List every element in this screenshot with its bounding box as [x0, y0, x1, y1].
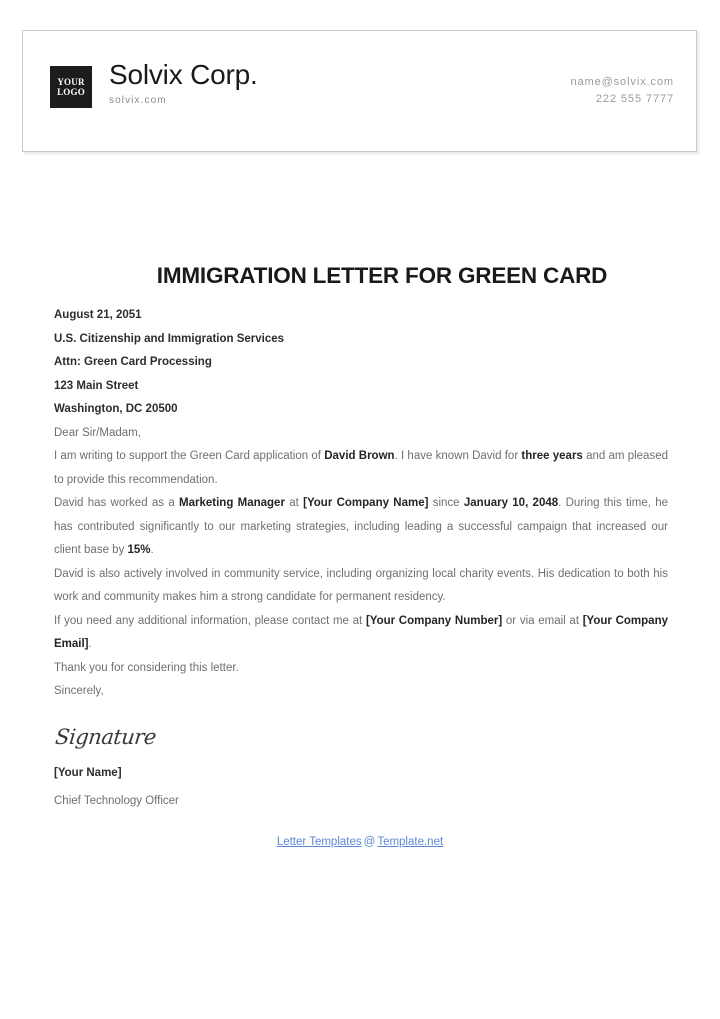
- signature-script: Signature: [54, 724, 158, 749]
- emphasis-text: January 10, 2048: [463, 497, 559, 509]
- company-name: Solvix Corp.: [109, 59, 258, 90]
- emphasis-text: [Your Company Number]: [365, 614, 503, 627]
- address-line: August 21, 2051: [54, 309, 142, 321]
- paragraph-text: at: [284, 497, 304, 509]
- paragraph-text: and am pleased to provide this recommendation.: [54, 450, 668, 486]
- brand-text: [109, 60, 258, 106]
- company-website: solvix.com: [109, 95, 167, 106]
- paragraph-text: David has worked as a: [54, 497, 180, 509]
- signer-title: Chief Technology Officer: [54, 795, 179, 807]
- emphasis-text: [Your Company Name]: [303, 497, 429, 509]
- logo-text-line-1: YOUR: [57, 77, 85, 87]
- emphasis-text: three years: [521, 450, 583, 462]
- emphasis-text: [Your Company Email]: [54, 614, 668, 650]
- footer-separator: @: [363, 836, 376, 848]
- letter-title: IMMIGRATION LETTER FOR GREEN CARD: [156, 263, 608, 288]
- paragraph-text: . During this time, he has contributed significantly to our marketing strategies, including leading a successful campaign that increased our client base by: [54, 497, 668, 556]
- letter-paragraph: [54, 445, 668, 492]
- contact-block: [570, 60, 674, 108]
- paragraph-text: or via email at: [502, 614, 583, 627]
- address-line: 123 Main Street: [54, 379, 139, 392]
- brand-block: [50, 60, 258, 108]
- letter-paragraphs: [54, 445, 668, 657]
- template-net-link[interactable]: Template.net: [377, 836, 444, 848]
- closing-thanks: Thank you for considering this letter.: [54, 661, 239, 674]
- letter-paragraph: [54, 563, 668, 610]
- letter-paragraph: [54, 610, 668, 657]
- address-line: Washington, DC 20500: [54, 403, 178, 415]
- paragraph-text: .: [88, 638, 92, 650]
- paragraph-text: David is also actively involved in community service, including organizing local charity events. His dedication to both his work and community makes him a strong candidate for permanent residency.: [54, 567, 668, 603]
- contact-phone: 222 555 7777: [595, 93, 674, 105]
- paragraph-text: I am writing to support the Green Card application of: [54, 450, 325, 462]
- address-line: U.S. Citizenship and Immigration Services: [54, 332, 285, 345]
- signer-name: [Your Name]: [54, 766, 122, 779]
- letter-templates-link[interactable]: Letter Templates: [276, 836, 362, 848]
- letter-paragraph: [54, 492, 668, 563]
- closing-sincerely: Sincerely,: [54, 685, 104, 697]
- recipient-address-block: [54, 304, 668, 422]
- contact-email: name@solvix.com: [570, 76, 674, 88]
- paragraph-text: since: [428, 497, 464, 509]
- address-line: Attn: Green Card Processing: [54, 356, 212, 368]
- company-logo-icon: [50, 66, 92, 108]
- letterhead-banner: [22, 30, 697, 152]
- emphasis-text: David Brown: [324, 450, 395, 462]
- letterhead-content: [23, 31, 696, 151]
- salutation: Dear Sir/Madam,: [54, 426, 141, 439]
- letter-body: [54, 262, 668, 814]
- emphasis-text: 15%: [127, 544, 151, 556]
- paragraph-text: .: [150, 544, 154, 556]
- footer-credit: [0, 836, 720, 848]
- logo-text-line-2: LOGO: [57, 87, 85, 97]
- emphasis-text: Marketing Manager: [179, 497, 285, 509]
- paragraph-text: If you need any additional information, please contact me at: [54, 614, 366, 627]
- paragraph-text: . I have known David for: [394, 450, 522, 462]
